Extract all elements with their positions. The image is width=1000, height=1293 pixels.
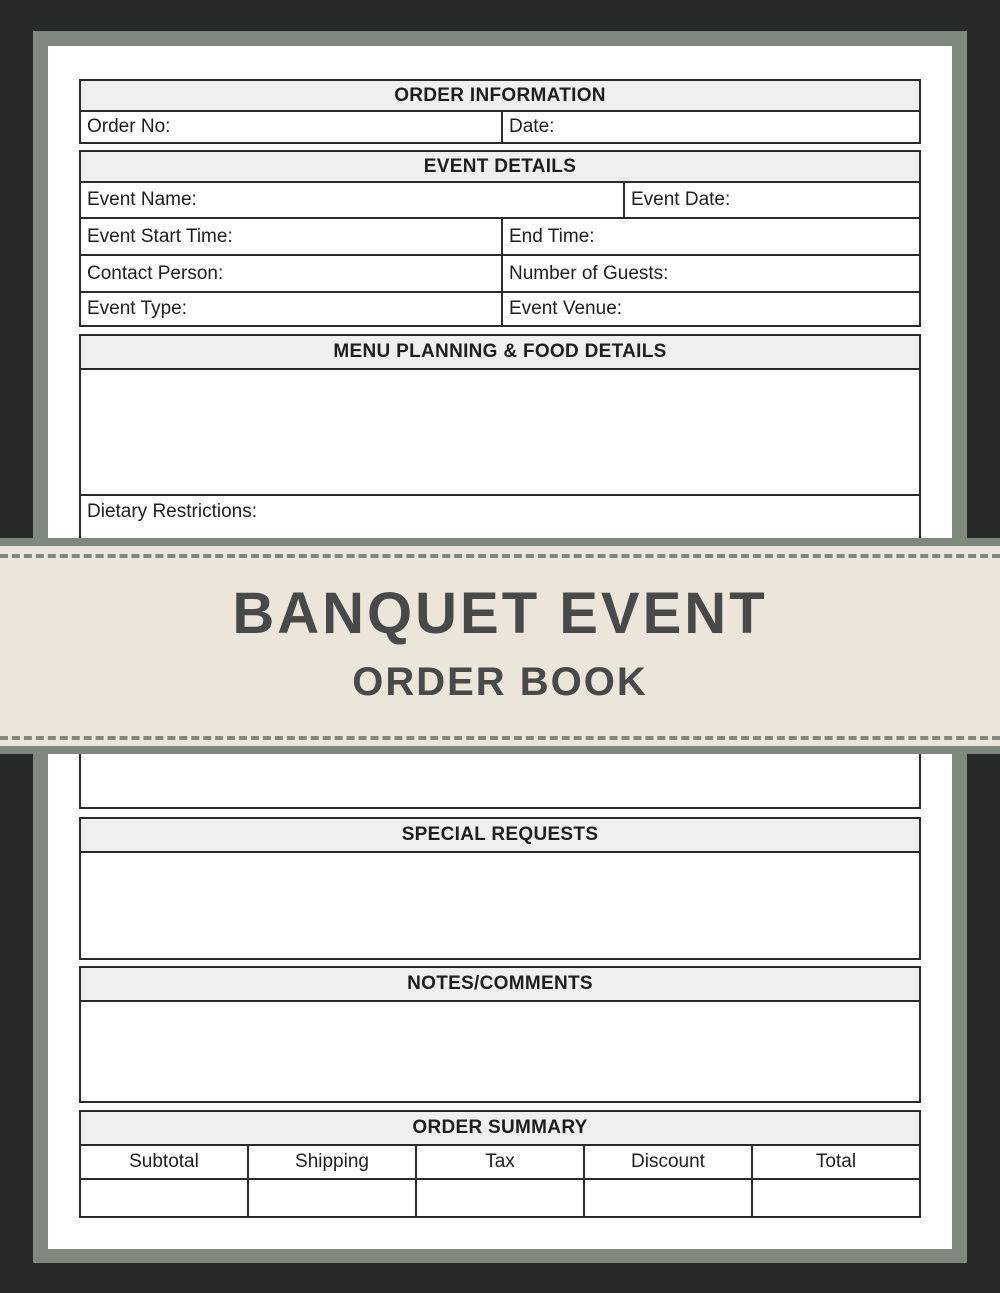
tax-value-cell[interactable] [415,1180,583,1216]
dietary-restrictions-field[interactable]: Dietary Restrictions: [87,501,257,522]
order-no-field[interactable]: Order No: [87,116,171,137]
number-of-guests-field[interactable]: Number of Guests: [501,256,919,291]
event-name-field[interactable]: Event Name: [87,189,197,210]
special-requests-section [79,817,921,960]
notes-area[interactable] [81,1002,919,1101]
event-details-row [81,219,919,256]
tax-column-header: Tax [415,1146,583,1178]
total-column-header: Total [751,1146,919,1178]
subtotal-value-cell[interactable] [81,1180,247,1216]
subtotal-column-header: Subtotal [129,1151,199,1172]
discount-value-cell[interactable] [583,1180,751,1216]
notes-heading: NOTES/COMMENTS [81,968,919,1002]
event-venue-field[interactable]: Event Venue: [501,293,919,325]
special-requests-area[interactable] [81,853,919,958]
event-details-section [79,150,921,327]
date-field[interactable]: Date: [501,112,919,142]
order-info-row [81,112,919,142]
total-value-cell[interactable] [751,1180,919,1216]
event-details-row [81,256,919,293]
summary-value-row [81,1180,919,1216]
end-time-field[interactable]: End Time: [501,219,919,254]
cover-subtitle: ORDER BOOK [352,660,648,704]
event-start-time-field[interactable]: Event Start Time: [87,225,233,247]
notes-section [79,966,921,1103]
special-requests-heading: SPECIAL REQUESTS [81,819,919,853]
menu-details-area[interactable] [81,370,919,496]
stitch-line-bottom [0,736,1000,740]
event-date-field[interactable]: Event Date: [623,183,919,217]
order-information-heading: ORDER INFORMATION [81,81,919,112]
event-details-row [81,293,919,325]
event-details-heading: EVENT DETAILS [81,152,919,183]
event-details-row [81,183,919,219]
contact-person-field[interactable]: Contact Person: [87,262,224,284]
discount-column-header: Discount [583,1146,751,1178]
cover-title: BANQUET EVENT [232,581,768,646]
menu-planning-heading: MENU PLANNING & FOOD DETAILS [81,336,919,370]
shipping-value-cell[interactable] [247,1180,415,1216]
order-information-section [79,79,921,144]
event-type-field[interactable]: Event Type: [87,298,187,319]
stitch-line-top [0,554,1000,558]
order-summary-section [79,1110,921,1218]
summary-header-row [81,1146,919,1180]
order-summary-heading: ORDER SUMMARY [81,1112,919,1146]
shipping-column-header: Shipping [247,1146,415,1178]
